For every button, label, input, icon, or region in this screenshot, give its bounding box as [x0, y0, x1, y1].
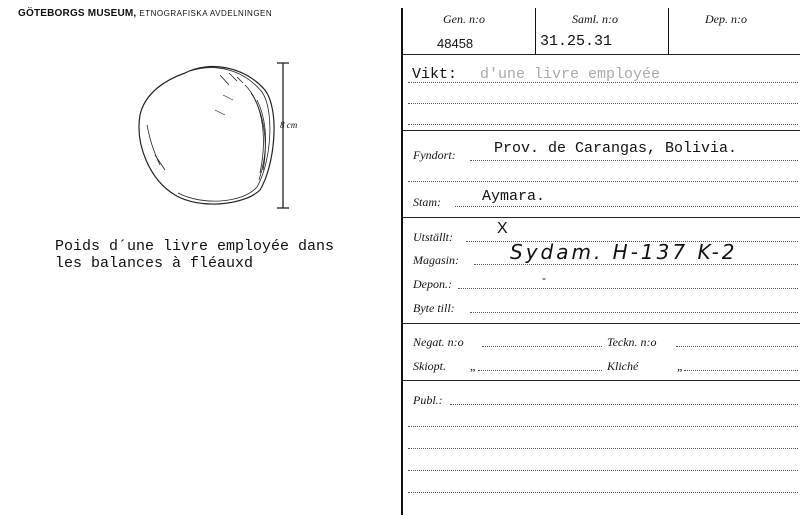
fyndort-label: Fyndort: — [413, 148, 456, 162]
kliche-label: Kliché — [607, 359, 639, 373]
header-divider-2 — [668, 8, 669, 54]
negat-no-label: Negat. n:o — [413, 335, 464, 349]
rule-after-byte — [401, 323, 800, 324]
description-line-1: Poids d´une livre employée dans — [55, 238, 335, 255]
museum-name: GÖTEBORGS MUSEUM, — [18, 8, 137, 19]
skiopt-label: Skiopt. — [413, 359, 446, 373]
kliche-line — [684, 370, 798, 371]
publ-line-5 — [408, 492, 798, 493]
utstallt-value: X — [497, 220, 508, 237]
publ-line-3 — [408, 448, 798, 449]
stam-label: Stam: — [413, 195, 441, 209]
negat-line — [482, 346, 602, 347]
magasin-label: Magasin: — [413, 253, 459, 267]
vikt-line-3 — [408, 124, 798, 125]
header-divider-1 — [535, 8, 536, 54]
publ-label: Publ.: — [413, 393, 443, 407]
saml-no-label: Saml. n:o — [572, 12, 618, 26]
magasin-line — [474, 264, 798, 265]
kliche-value: „ — [677, 359, 684, 373]
size-label: 8 cm — [280, 120, 298, 130]
vikt-line — [408, 82, 798, 83]
department-name: ETNOGRAFISKA AVDELNINGEN — [139, 9, 273, 18]
museum-header — [18, 8, 272, 19]
vikt-line-2 — [408, 103, 798, 104]
card-left-border — [401, 8, 403, 515]
publ-line-2 — [408, 426, 798, 427]
depon-value: - — [542, 271, 546, 285]
depon-line — [458, 288, 798, 289]
publ-line-1 — [450, 404, 798, 405]
byte-till-line — [470, 312, 798, 313]
object-sketch — [125, 55, 300, 220]
gen-no-value: 48458 — [437, 36, 474, 51]
depon-label: Depon.: — [413, 277, 452, 291]
stam-value: Aymara. — [482, 188, 546, 205]
rule-after-skiopt — [401, 380, 800, 381]
magasin-value: Sydam. H-137 K-2 — [510, 240, 738, 264]
description-line-2: les balances à fléauxd — [55, 255, 254, 272]
utstallt-label: Utställt: — [413, 230, 454, 244]
teckn-no-label: Teckn. n:o — [607, 335, 657, 349]
object-description — [55, 238, 334, 272]
fyndort-line-2 — [408, 181, 798, 182]
gen-no-label: Gen. n:o — [443, 12, 485, 26]
skiopt-value: „ — [470, 359, 477, 373]
rule-after-stam — [401, 217, 800, 218]
fyndort-line — [470, 160, 798, 161]
dep-no-label: Dep. n:o — [705, 12, 747, 26]
fyndort-value: Prov. de Carangas, Bolivia. — [494, 140, 738, 157]
stam-line — [455, 206, 798, 207]
saml-no-value: 31.25.31 — [540, 33, 613, 50]
header-bottom-rule — [401, 54, 800, 55]
teckn-line — [676, 346, 798, 347]
vikt-value: d'une livre employée — [480, 66, 661, 83]
publ-line-4 — [408, 470, 798, 471]
vikt-label: Vikt: — [412, 66, 458, 83]
rule-after-vikt — [401, 130, 800, 131]
byte-till-label: Byte till: — [413, 301, 455, 315]
skiopt-line — [478, 370, 602, 371]
